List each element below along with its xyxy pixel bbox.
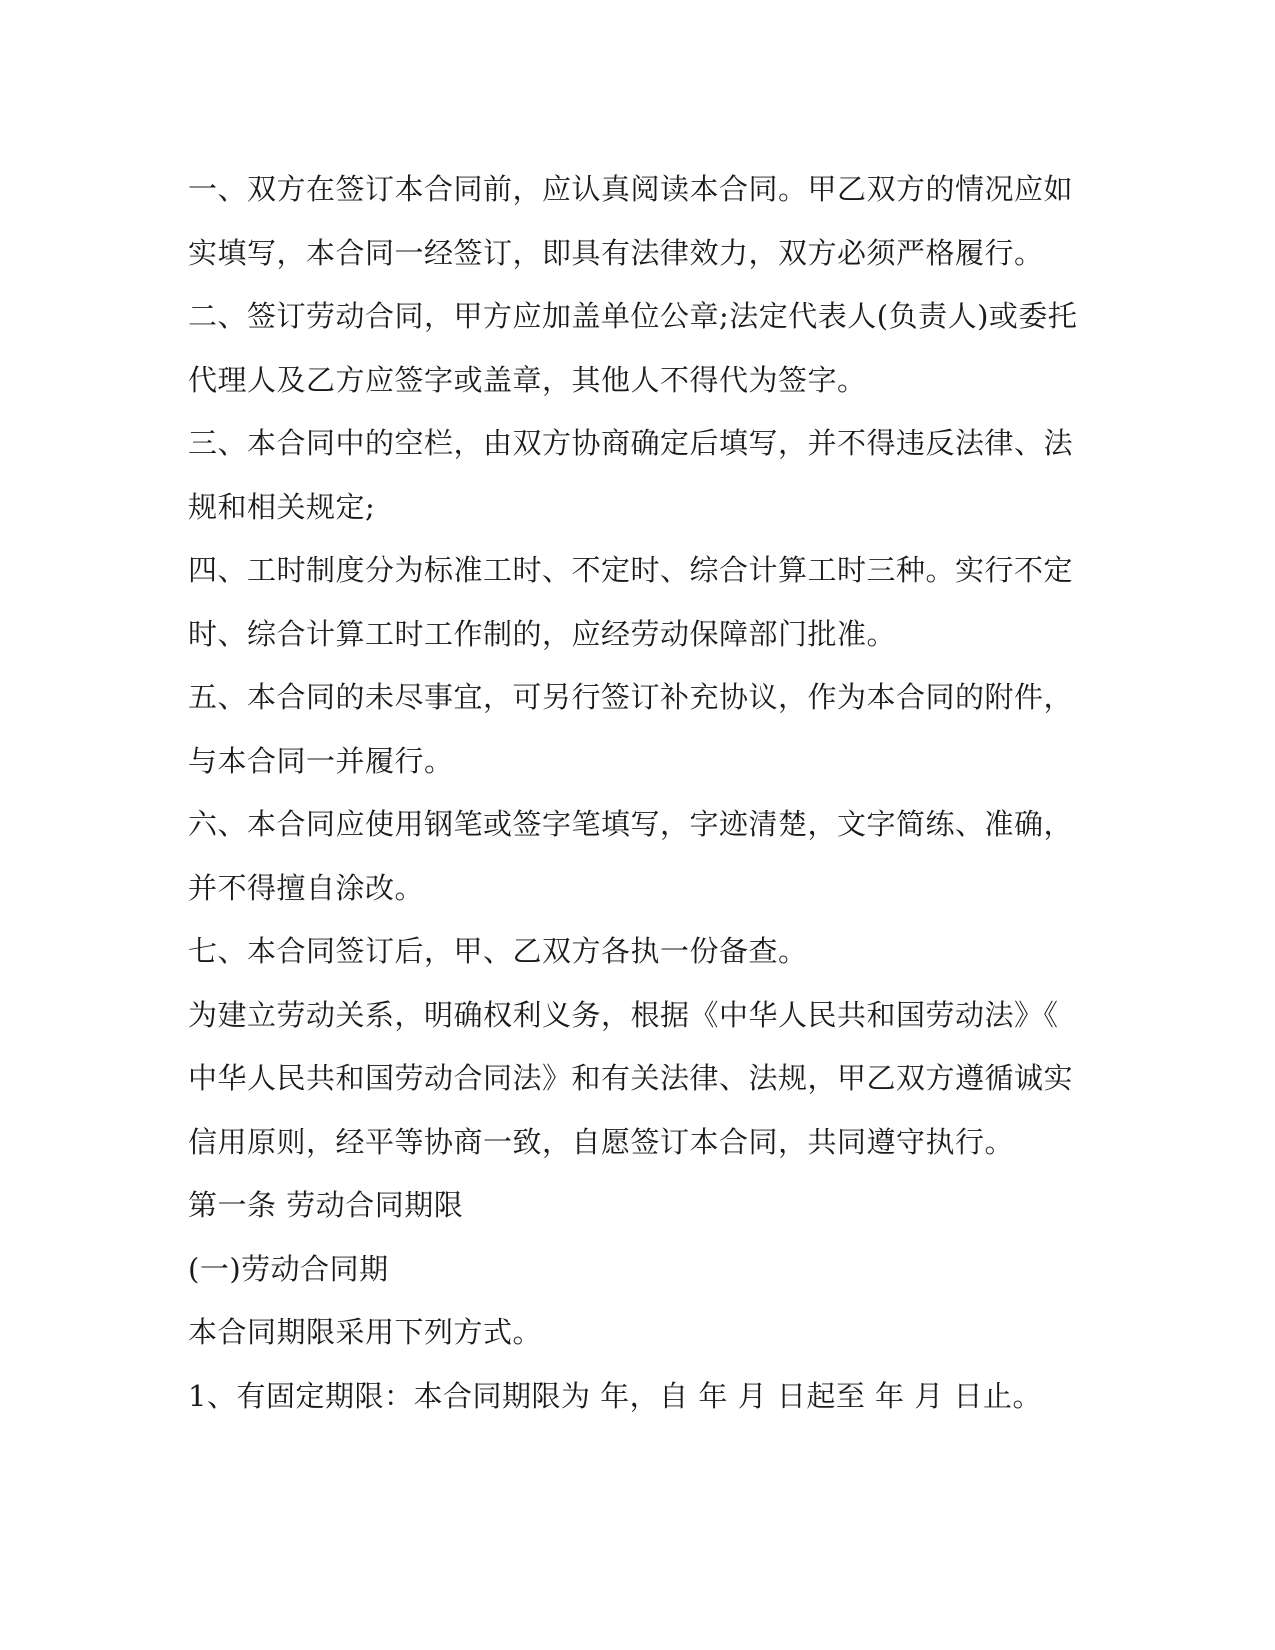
term-method-line: 本合同期限采用下列方式。	[188, 1315, 543, 1349]
clause-five-line-2: 与本合同一并履行。	[188, 743, 454, 778]
clause-three-line-1: 三、本合同中的空栏，由双方协商确定后填写，并不得违反法律、法	[188, 426, 1074, 460]
clause-five-line-1: 五、本合同的未尽事宜，可另行签订补充协议，作为本合同的附件，	[188, 680, 1074, 714]
preamble-line-1: 为建立劳动关系，明确权利义务，根据《中华人民共和国劳动法》《	[188, 997, 1059, 1032]
section-one-heading: (一)劳动合同期	[188, 1251, 389, 1286]
clause-six-line-1: 六、本合同应使用钢笔或签字笔填写，字迹清楚，文字简练、准确，	[188, 807, 1074, 841]
clause-four-line-1: 四、工时制度分为标准工时、不定时、综合计算工时三种。实行不定	[188, 553, 1074, 587]
clause-three-line-2: 规和相关规定;	[188, 489, 376, 524]
document-body	[188, 158, 1088, 1428]
clause-seven-line-1: 七、本合同签订后，甲、乙双方各执一份备查。	[188, 934, 808, 968]
preamble-line-3: 信用原则，经平等协商一致，自愿签订本合同，共同遵守执行。	[188, 1124, 1015, 1159]
preamble-line-2: 中华人民共和国劳动合同法》和有关法律、法规，甲乙双方遵循诚实	[188, 1061, 1074, 1095]
clause-two-line-1: 二、签订劳动合同，甲方应加盖单位公章;法定代表人(负责人)或委托	[188, 299, 1078, 333]
clause-two-line-2: 代理人及乙方应签字或盖章，其他人不得代为签字。	[188, 362, 867, 397]
clause-four-line-2: 时、综合计算工时工作制的，应经劳动保障部门批准。	[188, 616, 897, 651]
clause-one-line-2: 实填写，本合同一经签订，即具有法律效力，双方必须严格履行。	[188, 235, 1044, 270]
fixed-term-line: 1、有固定期限：本合同期限为 年，自 年 月 日起至 年 月 日止。	[188, 1378, 1042, 1413]
clause-six-line-2: 并不得擅自涂改。	[188, 870, 425, 905]
clause-one-line-1: 一、双方在签订本合同前，应认真阅读本合同。甲乙双方的情况应如	[188, 172, 1074, 206]
article-one-heading: 第一条 劳动合同期限	[188, 1188, 464, 1222]
